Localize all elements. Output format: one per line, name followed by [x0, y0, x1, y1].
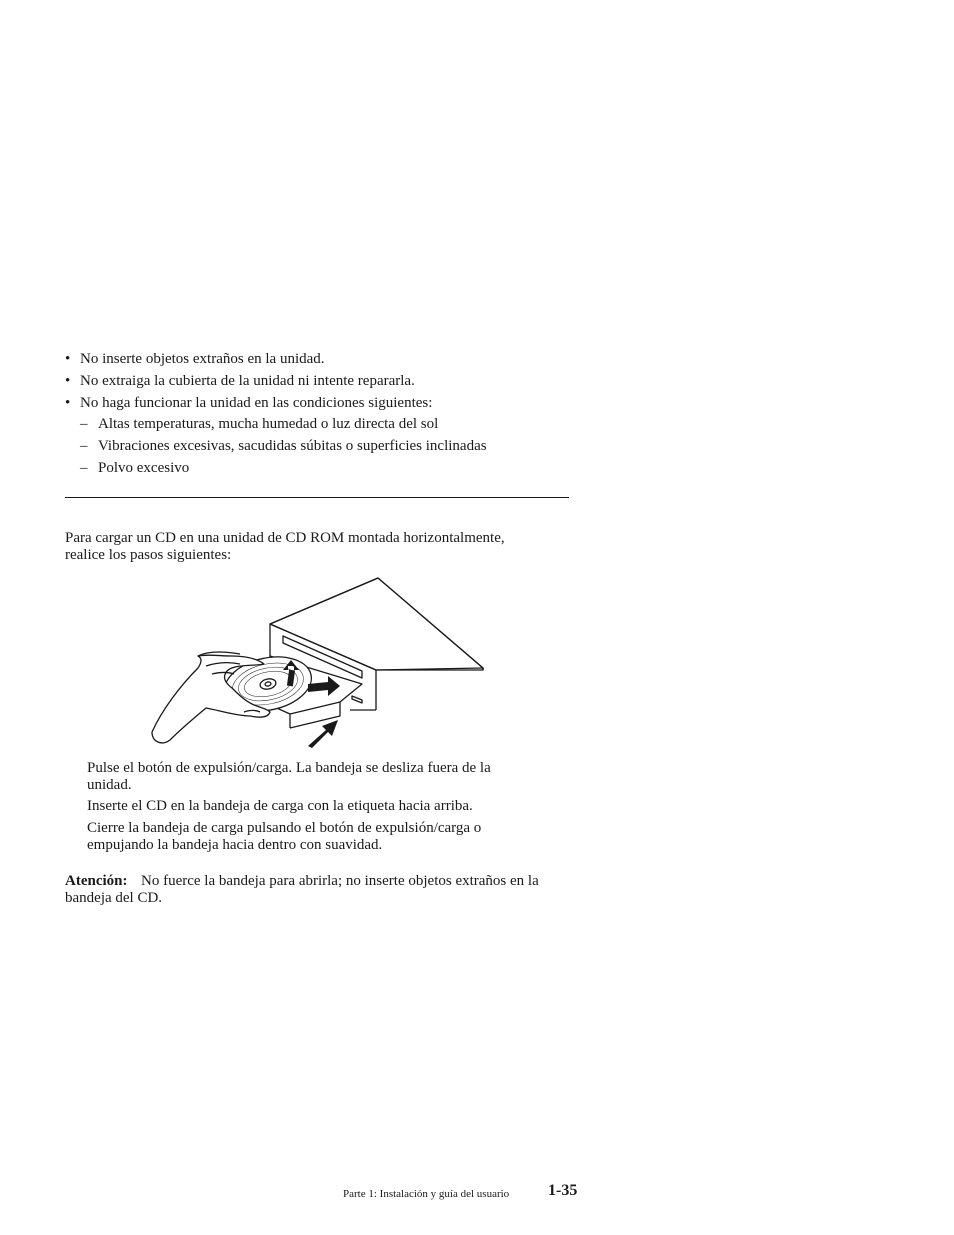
warning-bullet-2: No extraiga la cubierta de la unidad ni intente repararla. [80, 373, 415, 389]
step-3-line-2: empujando la bandeja hacia dentro con suavidad. [87, 837, 383, 853]
condition-item-3: Polvo excesivo [98, 460, 190, 476]
attention-line-1: No fuerce la bandeja para abrirla; no inserte objetos extraños en la [141, 873, 539, 889]
arrow-diagonal-icon [308, 720, 338, 748]
step-1-line-1: Pulse el botón de expulsión/carga. La bandeja se desliza fuera de la [87, 760, 491, 776]
condition-item-2: Vibraciones excesivas, sacudidas súbitas o superficies inclinadas [98, 438, 487, 454]
dash-marker: – [80, 438, 88, 454]
step-2-line-1: Inserte el CD en la bandeja de carga con la etiqueta hacia arriba. [87, 798, 473, 814]
step-3-line-1: Cierre la bandeja de carga pulsando el botón de expulsión/carga o [87, 820, 482, 836]
bullet-marker: • [65, 351, 71, 367]
intro-line-1: Para cargar un CD en una unidad de CD ROM montada horizontalmente, [65, 530, 505, 546]
warning-bullet-1: No inserte objetos extraños en la unidad. [80, 351, 325, 367]
cd-loading-illustration [140, 570, 490, 750]
attention-line-2: bandeja del CD. [65, 890, 163, 906]
dash-marker: – [80, 460, 88, 476]
condition-item-1: Altas temperaturas, mucha humedad o luz directa del sol [98, 416, 439, 432]
footer-section-title: Parte 1: Instalación y guía del usuario [343, 1188, 510, 1200]
step-1-line-2: unidad. [87, 777, 132, 793]
page-number: 1-35 [548, 1182, 578, 1199]
attention-label: Atención: [65, 873, 128, 889]
bullet-marker: • [65, 373, 71, 389]
intro-line-2: realice los pasos siguientes: [65, 547, 232, 563]
section-divider [65, 497, 569, 498]
bullet-marker: • [65, 395, 71, 411]
dash-marker: – [80, 416, 88, 432]
arrow-right-icon [308, 676, 340, 696]
warning-bullet-3: No haga funcionar la unidad en las condiciones siguientes: [80, 395, 433, 411]
